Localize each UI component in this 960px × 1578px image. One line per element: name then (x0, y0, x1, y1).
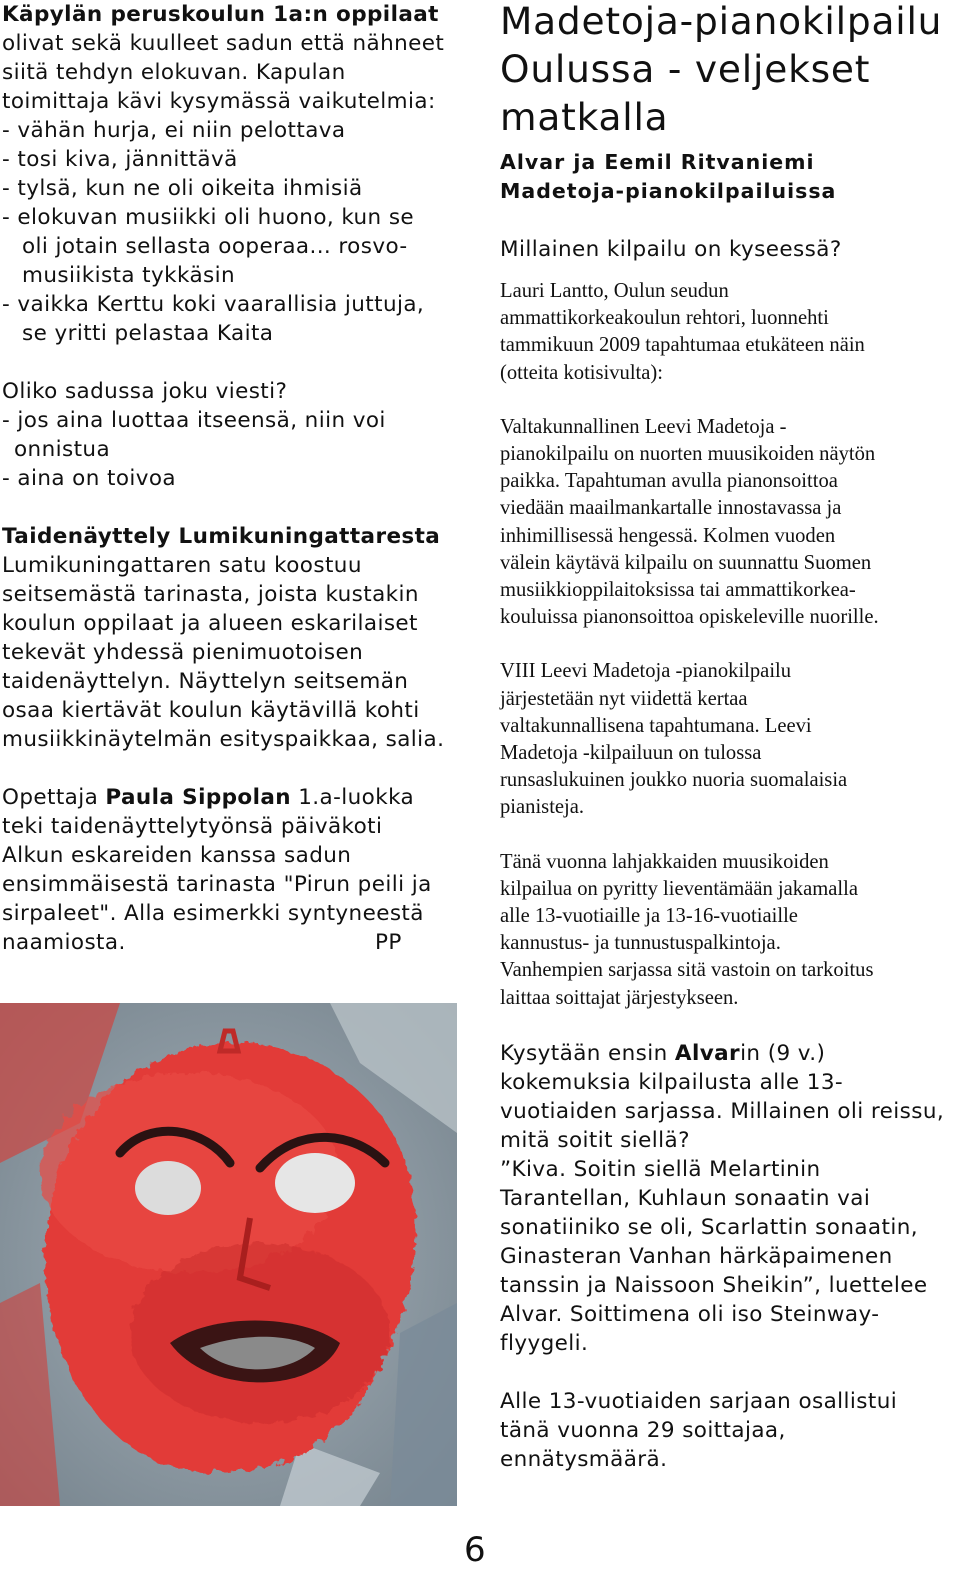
alvar-pre: Kysytään ensin (500, 1040, 675, 1066)
quote-paragraph-1 (500, 414, 955, 632)
quote-line: Tänä vuonna lahjakkaiden muusikoiden (500, 850, 829, 873)
intro-line: ammattikorkeakoulun rehtori, luonnehti (500, 307, 829, 330)
quote-line: pianokilpailu on nuorten muusikoiden näytön (500, 443, 876, 466)
page-number: 6 (464, 1530, 486, 1570)
reaction-item-cont: oli jotain sellasta ooperaa... rosvo- (22, 234, 408, 259)
teacher-last: naamiosta. (2, 930, 126, 955)
reaction-item: - tylsä, kun ne oli oikeita ihmisiä (2, 176, 363, 201)
message-question: Oliko sadussa joku viesti? (2, 379, 288, 404)
teacher-post: 1.a-luokka (290, 785, 415, 810)
subtitle-line: Madetoja-pianokilpailuissa (500, 179, 837, 203)
title-line: matkalla (500, 95, 669, 139)
teacher-paragraph (2, 783, 460, 957)
quote-line: inhimillisessä hengessä. Kolmen vuoden (500, 524, 836, 547)
alvar-line: vuotiaiden sarjassa. Millainen oli reissu, (500, 1098, 945, 1124)
reaction-list (2, 116, 460, 348)
left-column (2, 0, 460, 957)
reaction-item-cont: musiikista tykkäsin (22, 263, 236, 288)
quote-line: valtakunnallisena tapahtumana. Leevi (500, 714, 812, 737)
intro-line: Lauri Lantto, Oulun seudun (500, 280, 729, 302)
reaction-item: - vähän hurja, ei niin pelottava (2, 118, 346, 143)
teacher-line: teki taidenäyttelytyönsä päiväkoti (2, 814, 383, 839)
exhibition-text (2, 551, 460, 754)
mask-right-eye (275, 1153, 355, 1213)
reaction-item-cont: se yritti pelastaa Kaita (22, 321, 274, 346)
article-subtitle (500, 148, 955, 206)
quote-line: kouluissa pianonsoittoa opiskeleville nuorille. (500, 606, 879, 629)
quote-line: paikka. Tapahtuman avulla pianonsoittoa (500, 470, 838, 493)
story-line: Käpylän peruskoulun 1a:n oppilaat (2, 2, 439, 27)
intro-paragraph (500, 278, 955, 387)
alvar-line: sonatiiniko se oli, Scarlattin sonaatin, (500, 1214, 918, 1240)
mask-artwork-image (0, 1003, 457, 1506)
title-line: Oulussa - veljekset (500, 47, 871, 91)
final-line: Alle 13-vuotiaiden sarjaan osallistui (500, 1388, 898, 1414)
exhibition-line: taidenäyttelyn. Näyttelyn seitsemän (2, 669, 409, 694)
teacher-pre: Opettaja (2, 785, 106, 810)
exhibition-line: osaa kiertävät koulun käytävillä kohti (2, 698, 420, 723)
quote-line: laittaa soittajat järjestykseen. (500, 986, 739, 1009)
quote-line: kilpailua on pyritty lieventämään jakamalla (500, 877, 858, 900)
intro-line: tammikuun 2009 tapahtumaa etukäteen näin (500, 334, 865, 357)
alvar-paragraph (500, 1039, 955, 1358)
alvar-post: in (9 v.) (740, 1040, 826, 1066)
intro-line: (otteita kotisivulta): (500, 361, 664, 384)
signature: PP (374, 930, 402, 955)
answer-item: - jos aina luottaa itseensä, niin voi (2, 408, 386, 433)
quote-line: välein käytävä kilpailu on suunnattu Suomen (500, 551, 872, 574)
exhibition-heading: Taidenäyttely Lumikuningattaresta (2, 524, 441, 549)
subtitle-line: Alvar ja Eemil Ritvaniemi (500, 150, 815, 174)
story-line: olivat sekä kuulleet sadun että nähneet (2, 31, 445, 56)
answer-item: - aina on toivoa (2, 466, 177, 491)
final-line: ennätysmäärä. (500, 1446, 668, 1472)
alvar-line: Tarantellan, Kuhlaun sonaatin vai (500, 1185, 871, 1211)
quote-line: Madetoja -kilpailuun on tulossa (500, 742, 762, 765)
title-line: Madetoja-pianokilpailu (500, 0, 943, 43)
article-title (500, 0, 955, 141)
teacher-line: sirpaleet". Alla esimerkki syntyneestä (2, 901, 424, 926)
alvar-line: flyygeli. (500, 1330, 589, 1356)
final-paragraph (500, 1387, 955, 1474)
answer-item-cont: onnistua (14, 437, 111, 462)
teacher-last-line (2, 928, 460, 957)
alvar-name: Alvar (674, 1040, 741, 1066)
exhibition-line: seitsemästä tarinasta, joista kustakin (2, 582, 419, 607)
alvar-line: mitä soitit siellä? (500, 1127, 690, 1153)
alvar-line: tanssin ja Naissoon Sheikin”, luettelee (500, 1272, 928, 1298)
reaction-item: - vaikka Kerttu koki vaarallisia juttuja, (2, 292, 425, 317)
story-line: siitä tehdyn elokuvan. Kapulan (2, 60, 346, 85)
story-line: toimittaja kävi kysymässä vaikutelmia: (2, 89, 436, 114)
reaction-item: - tosi kiva, jännittävä (2, 147, 238, 172)
quote-line: viedään maailmankartalle innostavassa ja (500, 497, 842, 520)
reaction-item: - elokuvan musiikki oli huono, kun se (2, 205, 415, 230)
exhibition-line: koulun oppilaat ja alueen eskarilaiset (2, 611, 418, 636)
exhibition-line: Lumikuningattaren satu koostuu (2, 553, 362, 578)
quote-line: Valtakunnallinen Leevi Madetoja - (500, 415, 787, 438)
quote-paragraph-3 (500, 849, 955, 1012)
teacher-line: ensimmäisestä tarinasta "Pirun peili ja (2, 872, 432, 897)
quote-line: kannustus- ja tunnustuspalkintoja. (500, 932, 781, 955)
alvar-line: ”Kiva. Soitin siellä Melartinin (500, 1156, 821, 1182)
exhibition-line: tekevät yhdessä pienimuotoisen (2, 640, 364, 665)
quote-line: Vanhempien sarjassa sitä vastoin on tarkoitus (500, 959, 874, 982)
teacher-first-line (2, 783, 460, 812)
alvar-line: Alvar. Soittimena oli iso Steinway- (500, 1301, 880, 1327)
story-intro (2, 0, 460, 116)
alvar-first-line (500, 1039, 955, 1068)
final-line: tänä vuonna 29 soittajaa, (500, 1417, 786, 1443)
right-column (500, 0, 955, 1474)
teacher-name: Paula Sippolan (105, 785, 291, 810)
teacher-line: Alkun eskareiden kanssa sadun (2, 843, 352, 868)
exhibition-line: musiikkinäytelmän esityspaikkaa, salia. (2, 727, 445, 752)
quote-line: järjestetään nyt viidettä kertaa (500, 687, 748, 710)
quote-line: alle 13-vuotiaille ja 13-16-vuotiaille (500, 905, 798, 928)
quote-line: VIII Leevi Madetoja -pianokilpailu (500, 660, 792, 683)
alvar-line: Ginasteran Vanhan härkäpaimenen (500, 1243, 893, 1269)
mask-left-eye (135, 1161, 201, 1215)
quote-line: pianisteja. (500, 796, 585, 819)
quote-line: runsaslukuinen joukko nuoria suomalaisia (500, 769, 848, 792)
quote-line: musiikkioppilaitoksissa tai ammattikorkea- (500, 579, 856, 602)
competition-question: Millainen kilpailu on kyseessä? (500, 237, 842, 262)
alvar-line: kokemuksia kilpailusta alle 13- (500, 1069, 844, 1095)
quote-paragraph-2 (500, 658, 955, 821)
